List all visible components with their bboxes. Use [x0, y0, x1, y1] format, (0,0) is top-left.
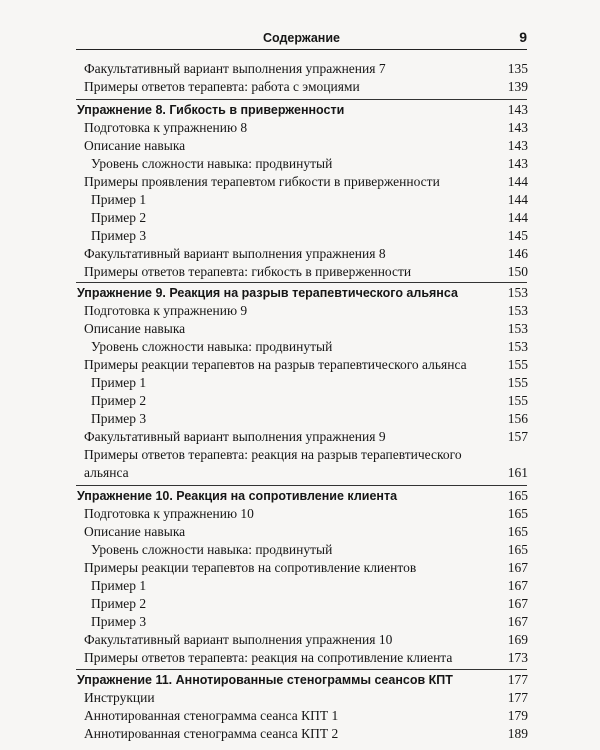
toc-entry: [0, 689, 600, 707]
toc-entry-page: 153: [507, 321, 528, 336]
toc-subentry: [0, 410, 600, 428]
toc-entry-title: Уровень сложности навыка: продвинутый: [91, 339, 333, 354]
toc-entry-title: Примеры ответов терапевта: гибкость в приверженности: [84, 264, 412, 279]
toc-entry-page: 167: [507, 596, 528, 611]
toc-entry-title: Уровень сложности навыка: продвинутый: [91, 156, 333, 171]
toc-entry-page: 153: [507, 285, 528, 300]
toc-entry-page: 144: [507, 192, 528, 207]
toc-entry-title: Уровень сложности навыка: продвинутый: [91, 542, 333, 557]
toc-chapter-entry: [0, 101, 600, 119]
toc-entry-title-continuation: альянса: [84, 465, 129, 480]
toc-entry-page: 167: [507, 578, 528, 593]
toc-entry-page: 177: [507, 672, 528, 687]
toc-entry: [0, 60, 600, 78]
section-divider: [76, 485, 527, 486]
toc-entry-page: 155: [507, 375, 528, 390]
section-divider: [76, 282, 527, 283]
toc-entry-page: 165: [507, 542, 528, 557]
toc-entry: [0, 173, 600, 191]
toc-entry-page: 150: [507, 264, 528, 279]
toc-entry-title: Пример 2: [91, 210, 147, 225]
toc-entry-page: 167: [507, 560, 528, 575]
toc-entry-title: Примеры ответов терапевта: реакция на разрыв терапевтического: [84, 447, 462, 462]
toc-subentry: [0, 155, 600, 173]
toc-entry: [0, 725, 600, 743]
toc-entry: [0, 78, 600, 96]
toc-entry-title: Подготовка к упражнению 9: [84, 303, 248, 318]
toc-entry-title: Пример 2: [91, 393, 147, 408]
toc-entry: [0, 631, 600, 649]
toc-chapter-title: Упражнение 10. Реакция на сопротивление клиента: [77, 489, 398, 503]
toc-entry: [0, 137, 600, 155]
toc-entry-page: 144: [507, 174, 528, 189]
toc-entry-page: 165: [507, 506, 528, 521]
toc-entry-page: 169: [507, 632, 528, 647]
toc-entry: [0, 649, 600, 667]
toc-subentry: [0, 374, 600, 392]
toc-entry-title: Пример 1: [91, 192, 147, 207]
toc-chapter-title: Упражнение 9. Реакция на разрыв терапевтического альянса: [77, 286, 458, 300]
toc-entry: [0, 707, 600, 725]
toc-entry: [0, 505, 600, 523]
toc-entry-continuation: [0, 464, 600, 482]
toc-entry: [0, 263, 600, 281]
toc-entry-title: Аннотированная стенограмма сеанса КПТ 1: [84, 708, 339, 723]
toc-entry: [0, 523, 600, 541]
toc-entry: [0, 559, 600, 577]
toc-entry-title: Описание навыка: [84, 138, 186, 153]
toc-entry-title: Пример 1: [91, 375, 147, 390]
toc-subentry: [0, 338, 600, 356]
toc-entry-title: Факультативный вариант выполнения упражнения 8: [84, 246, 386, 261]
toc-entry-page: 144: [507, 210, 528, 225]
toc-subentry: [0, 392, 600, 410]
toc-entry-title: Пример 1: [91, 578, 147, 593]
toc-entry-title: Описание навыка: [84, 524, 186, 539]
toc-entry-page: 165: [507, 524, 528, 539]
toc-entry-title: Пример 2: [91, 596, 147, 611]
toc-entry-title: Пример 3: [91, 228, 147, 243]
toc-entry-title: Инструкции: [84, 690, 155, 705]
toc-entry-title: Пример 3: [91, 411, 147, 426]
toc-entry-title: Примеры ответов терапевта: работа с эмоциями: [84, 79, 360, 94]
running-head-title: Содержание: [262, 31, 340, 45]
section-divider: [76, 99, 527, 100]
toc-entry-page: 179: [507, 708, 528, 723]
toc-entry-page: 143: [507, 138, 528, 153]
toc-entry-page: 177: [507, 690, 528, 705]
toc-entry-title: Пример 3: [91, 614, 147, 629]
toc-entry-title: Примеры проявления терапевтом гибкости в приверженности: [84, 174, 440, 189]
toc-entry-page: 161: [507, 465, 528, 480]
toc-entry-title: Примеры реакции терапевтов на разрыв терапевтического альянса: [84, 357, 467, 372]
section-divider: [76, 669, 527, 670]
toc-chapter-entry: [0, 284, 600, 302]
toc-subentry: [0, 541, 600, 559]
toc-entry-title: Подготовка к упражнению 10: [84, 506, 254, 521]
toc-entry: [0, 356, 600, 374]
toc-entry: [0, 428, 600, 446]
toc-entry-page: 167: [507, 614, 528, 629]
toc-entry-page: 135: [507, 61, 528, 76]
toc-subentry: [0, 577, 600, 595]
toc-entry-page: 189: [507, 726, 528, 741]
toc-entry: [0, 119, 600, 137]
toc-subentry: [0, 613, 600, 631]
toc-entry-page: 139: [507, 79, 528, 94]
toc-entry-page: 153: [507, 339, 528, 354]
toc-entry-page: 143: [507, 156, 528, 171]
toc-entry-title: Описание навыка: [84, 321, 186, 336]
toc-entry-page: 146: [507, 246, 528, 261]
toc-entry-page: 143: [507, 102, 528, 117]
toc-entry-page: 156: [507, 411, 528, 426]
toc-subentry: [0, 209, 600, 227]
toc-entry-page: 145: [507, 228, 528, 243]
toc-entry-title: Подготовка к упражнению 8: [84, 120, 248, 135]
toc-entry-title: Примеры ответов терапевта: реакция на сопротивление клиента: [84, 650, 453, 665]
toc-entry-page: 157: [507, 429, 528, 444]
toc-entry-page: 155: [507, 357, 528, 372]
toc-chapter-title: Упражнение 11. Аннотированные стенограммы сеансов КПТ: [77, 673, 453, 687]
toc-chapter-title: Упражнение 8. Гибкость в приверженности: [77, 103, 345, 117]
toc-entry-page: 143: [507, 120, 528, 135]
toc-entry-title: Факультативный вариант выполнения упражнения 10: [84, 632, 393, 647]
toc-entry-title: Примеры реакции терапевтов на сопротивление клиентов: [84, 560, 417, 575]
toc-subentry: [0, 227, 600, 245]
page-number: 9: [519, 29, 527, 45]
toc-entry-title: Факультативный вариант выполнения упражнения 9: [84, 429, 386, 444]
toc-entry-page: 155: [507, 393, 528, 408]
toc-chapter-entry: [0, 671, 600, 689]
toc-entry-page: 153: [507, 303, 528, 318]
toc-entry-title: Аннотированная стенограмма сеанса КПТ 2: [84, 726, 339, 741]
toc-chapter-entry: [0, 487, 600, 505]
toc-entry: [0, 446, 600, 464]
toc-entry: [0, 245, 600, 263]
toc-subentry: [0, 191, 600, 209]
toc-entry-page: 173: [507, 650, 528, 665]
toc-entry-title: Факультативный вариант выполнения упражнения 7: [84, 61, 386, 76]
toc-entry-page: 165: [507, 488, 528, 503]
toc-entry: [0, 320, 600, 338]
toc-subentry: [0, 595, 600, 613]
toc-entry: [0, 302, 600, 320]
